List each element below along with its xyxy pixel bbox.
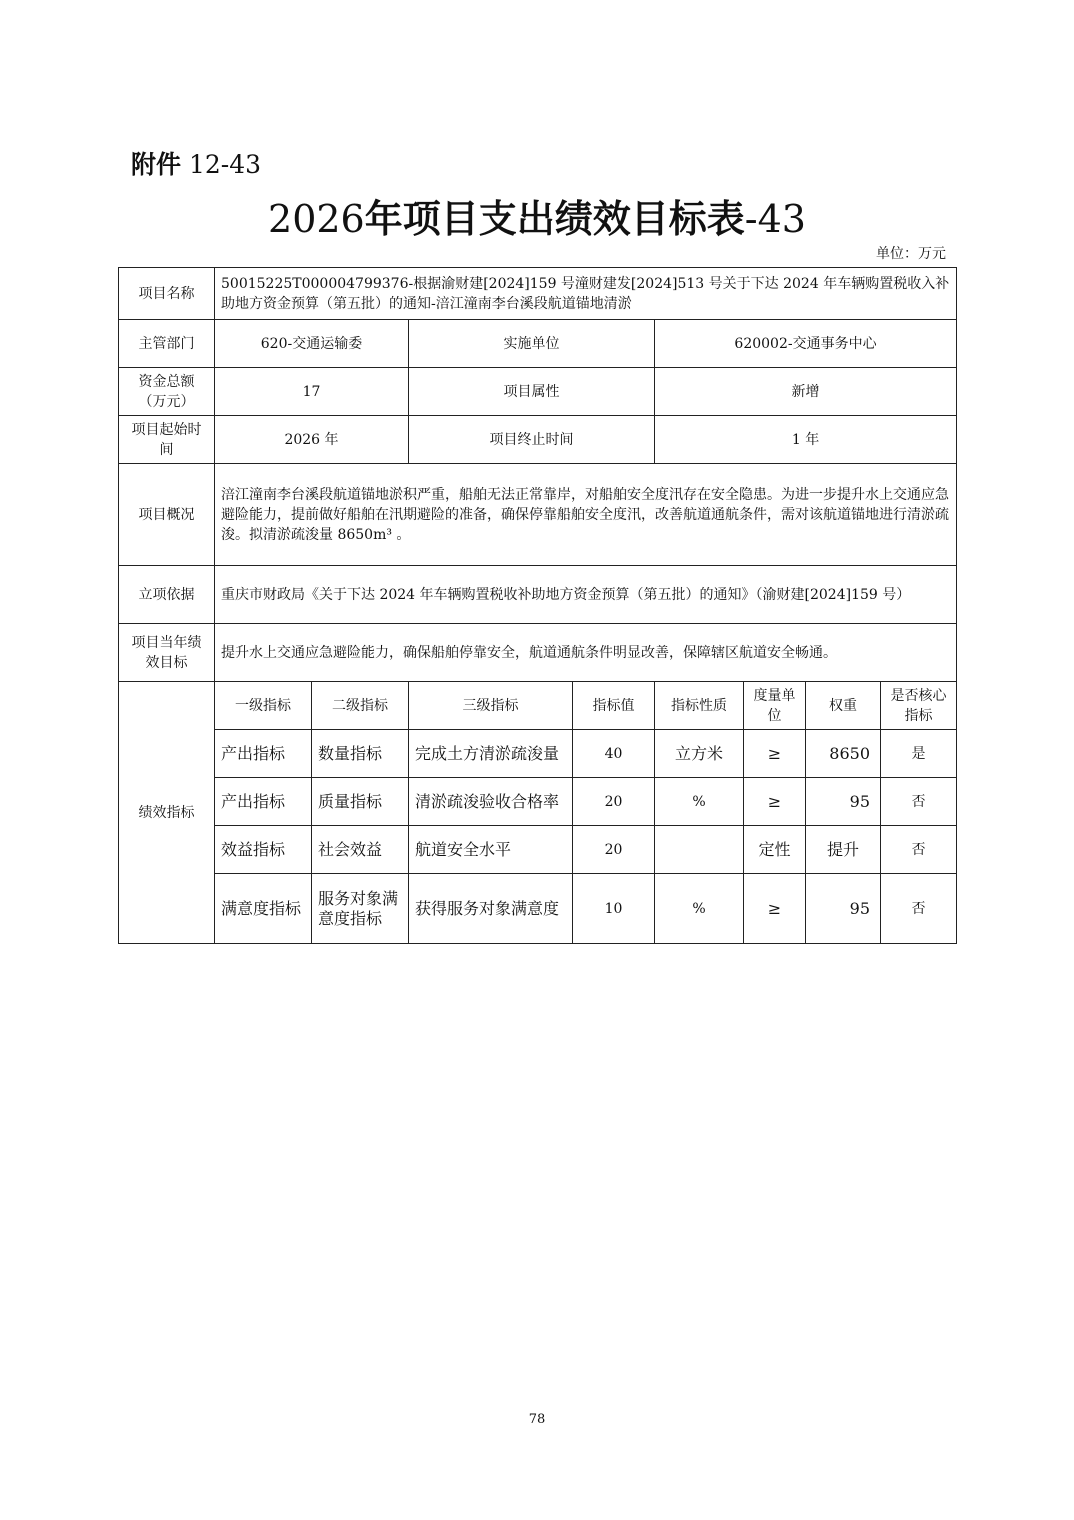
cell-nature xyxy=(655,826,744,874)
title-year: 2026 xyxy=(268,197,365,241)
cell-weight: 8650 xyxy=(806,730,881,778)
cell-nature: 立方米 xyxy=(655,730,744,778)
goal-value: 提升水上交通应急避险能力，确保船舶停靠安全，航道通航条件明显改善，保障辖区航道安全畅通。 xyxy=(215,624,957,682)
cell-level2: 社会效益 xyxy=(312,826,409,874)
impl-value: 620002-交通事务中心 xyxy=(655,320,957,368)
cell-core: 否 xyxy=(881,826,957,874)
header-core: 是否核心指标 xyxy=(881,682,957,730)
cell-level1: 产出指标 xyxy=(215,778,312,826)
cell-nature: % xyxy=(655,874,744,944)
attachment-prefix: 附件 xyxy=(131,150,182,179)
cell-level2: 质量指标 xyxy=(312,778,409,826)
start-value: 2026 年 xyxy=(215,416,409,464)
dept-value: 620-交通运输委 xyxy=(215,320,409,368)
cell-weight: 提升 xyxy=(806,826,881,874)
cell-value: 20 xyxy=(573,826,655,874)
row-basis xyxy=(119,566,957,624)
cell-unit: ≥ xyxy=(744,874,806,944)
cell-unit: ≥ xyxy=(744,730,806,778)
basis-value: 重庆市财政局《关于下达 2024 年车辆购置税收补助地方资金预算（第五批）的通知》（渝财建[2024]159 号） xyxy=(215,566,957,624)
cell-value: 10 xyxy=(573,874,655,944)
row-fund xyxy=(119,368,957,416)
cell-level1: 效益指标 xyxy=(215,826,312,874)
overview-label: 项目概况 xyxy=(119,464,215,566)
cell-value: 40 xyxy=(573,730,655,778)
cell-value: 20 xyxy=(573,778,655,826)
title-text: 年项目支出绩效目标表 xyxy=(364,197,745,241)
project-name-label: 项目名称 xyxy=(119,268,215,320)
fund-label: 资金总额（万元） xyxy=(119,368,215,416)
cell-core: 否 xyxy=(881,778,957,826)
cell-level1: 满意度指标 xyxy=(215,874,312,944)
cell-nature: % xyxy=(655,778,744,826)
header-weight: 权重 xyxy=(806,682,881,730)
header-level2: 二级指标 xyxy=(312,682,409,730)
row-department xyxy=(119,320,957,368)
cell-core: 否 xyxy=(881,874,957,944)
attr-label: 项目属性 xyxy=(409,368,655,416)
performance-table xyxy=(118,267,957,944)
basis-label: 立项依据 xyxy=(119,566,215,624)
attachment-number: 12-43 xyxy=(188,150,262,179)
cell-level3: 清淤疏浚验收合格率 xyxy=(409,778,573,826)
row-goal xyxy=(119,624,957,682)
title-suffix: -43 xyxy=(744,197,806,241)
end-label: 项目终止时间 xyxy=(409,416,655,464)
attr-value: 新增 xyxy=(655,368,957,416)
header-value: 指标值 xyxy=(573,682,655,730)
goal-label: 项目当年绩效目标 xyxy=(119,624,215,682)
cell-level1: 产出指标 xyxy=(215,730,312,778)
cell-level3: 获得服务对象满意度 xyxy=(409,874,573,944)
page-number: 78 xyxy=(528,1412,546,1427)
page-title xyxy=(0,188,1074,243)
fund-value: 17 xyxy=(215,368,409,416)
cell-weight: 95 xyxy=(806,874,881,944)
cell-level2: 服务对象满意度指标 xyxy=(312,874,409,944)
start-label: 项目起始时间 xyxy=(119,416,215,464)
header-unit: 度量单位 xyxy=(744,682,806,730)
table-row xyxy=(119,826,957,874)
cell-weight: 95 xyxy=(806,778,881,826)
unit-label: 单位：万元 xyxy=(876,246,946,262)
row-time xyxy=(119,416,957,464)
attachment-label xyxy=(131,145,261,181)
indicators-section-label: 绩效指标 xyxy=(119,682,215,944)
cell-level3: 完成土方清淤疏浚量 xyxy=(409,730,573,778)
project-name-value: 50015225T000004799376-根据渝财建[2024]159 号潼财建发[2024]513 号关于下达 2024 年车辆购置税收入补助地方资金预算（第五批）的通知-涪江潼南李台溪段航道锚地清淤 xyxy=(215,268,957,320)
cell-level3: 航道安全水平 xyxy=(409,826,573,874)
table-row xyxy=(119,778,957,826)
indicator-header-row xyxy=(119,682,957,730)
cell-unit: ≥ xyxy=(744,778,806,826)
cell-level2: 数量指标 xyxy=(312,730,409,778)
cell-core: 是 xyxy=(881,730,957,778)
header-nature: 指标性质 xyxy=(655,682,744,730)
overview-value: 涪江潼南李台溪段航道锚地淤积严重，船舶无法正常靠岸，对船舶安全度汛存在安全隐患。为进一步提升水上交通应急避险能力，提前做好船舶在汛期避险的准备，确保停靠船舶安全度汛，改善航道通航条件，需对该航道锚地进行清淤疏浚。拟清淤疏浚量 8650m³ 。 xyxy=(215,464,957,566)
cell-unit: 定性 xyxy=(744,826,806,874)
dept-label: 主管部门 xyxy=(119,320,215,368)
row-project-name xyxy=(119,268,957,320)
table-row xyxy=(119,874,957,944)
table-row xyxy=(119,730,957,778)
row-overview xyxy=(119,464,957,566)
header-level1: 一级指标 xyxy=(215,682,312,730)
header-level3: 三级指标 xyxy=(409,682,573,730)
impl-label: 实施单位 xyxy=(409,320,655,368)
end-value: 1 年 xyxy=(655,416,957,464)
